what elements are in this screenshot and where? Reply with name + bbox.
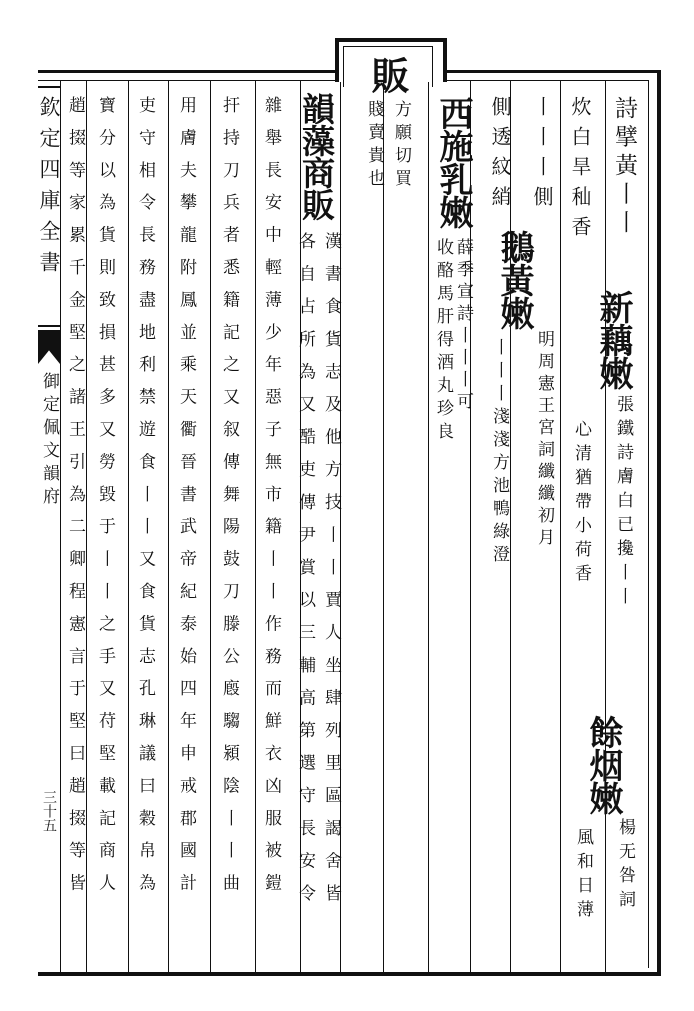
column-3 [593,290,633,389]
column-9-head [433,96,473,228]
column-10 [434,238,451,445]
column-7-head [494,230,534,329]
column-17: 用膚夫攀龍附鳳並乘天衢晉書武帝紀泰始四年申戒郡國計 [176,96,196,906]
column-5-annotation [616,818,633,914]
column-14 [296,232,313,917]
column-rule [605,80,606,972]
column-7-b [535,330,552,550]
column-rule [128,80,129,972]
entry-head: 新藕嫩 [593,290,633,389]
fish-tail-mark [38,330,60,364]
column-rule [86,80,87,972]
entry-head: 西施乳嫩 [433,96,473,228]
margin-rule [38,325,60,327]
annotation-line: 楊无咎詞 [615,818,635,914]
annotation-line: 丨丨丨淺淺方池鴨綠澄 [489,338,509,568]
annotation-line: 明周憲王宮詞纖纖初月 [534,330,554,550]
annotation-line: 心清猶帶小荷香 [571,420,591,588]
annotation-line: 漢書食貨志及他方技丨丨賈人坐肆列里區謁舍皆 [321,232,341,917]
column-rule [168,80,169,972]
column-8-a: 側透紋綃 [488,96,512,216]
column-6 [574,828,591,924]
column-13 [322,232,339,917]
column-4 [572,420,589,588]
entry-head: 餘烟嫩 [583,715,623,814]
annotation-line: 收酪馬肝得酒丸珍良 [433,238,453,445]
rhyme-note-line-1: 方願切買 [391,100,411,192]
column-15: 雜舉長安中輕薄少年惡子無市籍丨丨作務而鮮衣凶服被鎧 [261,96,281,906]
column-7-a: 丨丨丨側 [530,96,554,216]
work-title: 御定佩文韻府 [39,372,59,510]
column-20: 趙掇等家累千金堅之諸王引為二卿程憲言于堅曰趙掇等皆 [65,96,85,906]
column-18: 吏守相令長務盡地利禁遊食丨丨又食貨志孔琳議曰穀帛為 [135,96,155,906]
annotation-line: 張鐵詩膚白已攙丨丨 [613,395,633,611]
column-13-head [297,92,336,220]
column-rule [210,80,211,972]
rhyme-character: 販 [365,56,410,94]
column-2: 炊白旱秈香 [568,96,592,246]
page-frame-right [657,70,661,974]
column-3-annotation [614,395,631,611]
column-rule [428,80,429,972]
column-19: 寶分以為貨則致損甚多又勞毀于丨丨之手又苻堅載記商人 [95,96,115,906]
column-rule [255,80,256,972]
column-rule [560,80,561,972]
column-1: 詩擘黃丨丨 [611,96,637,238]
section-head: 韻藻商販 [297,92,336,220]
annotation-line: 薛季宣詩丨丨丨可 [453,238,473,414]
column-9 [454,238,471,414]
annotation-line: 各自占所為又酷吏傳尹賞以三輔高第選守長安令 [295,232,315,917]
column-16: 扞持刀兵者悉籍記之又叙傳舞陽鼓刀滕公廏騶潁陰丨丨曲 [219,96,239,906]
rhyme-note-line-2: 賤賣貴也 [364,100,384,192]
column-8-b [490,338,507,568]
book-title: 欽定四庫全書 [37,96,61,282]
leaf-number: 三十五 [41,790,57,832]
annotation-line: 風和日薄 [573,828,593,924]
page-frame-inner-right [648,80,649,968]
column-5 [583,715,623,814]
column-rule [383,80,384,972]
page-frame-bottom [38,972,661,976]
entry-head: 鵝黃嫩 [494,230,534,329]
margin-top-rule [38,86,60,88]
